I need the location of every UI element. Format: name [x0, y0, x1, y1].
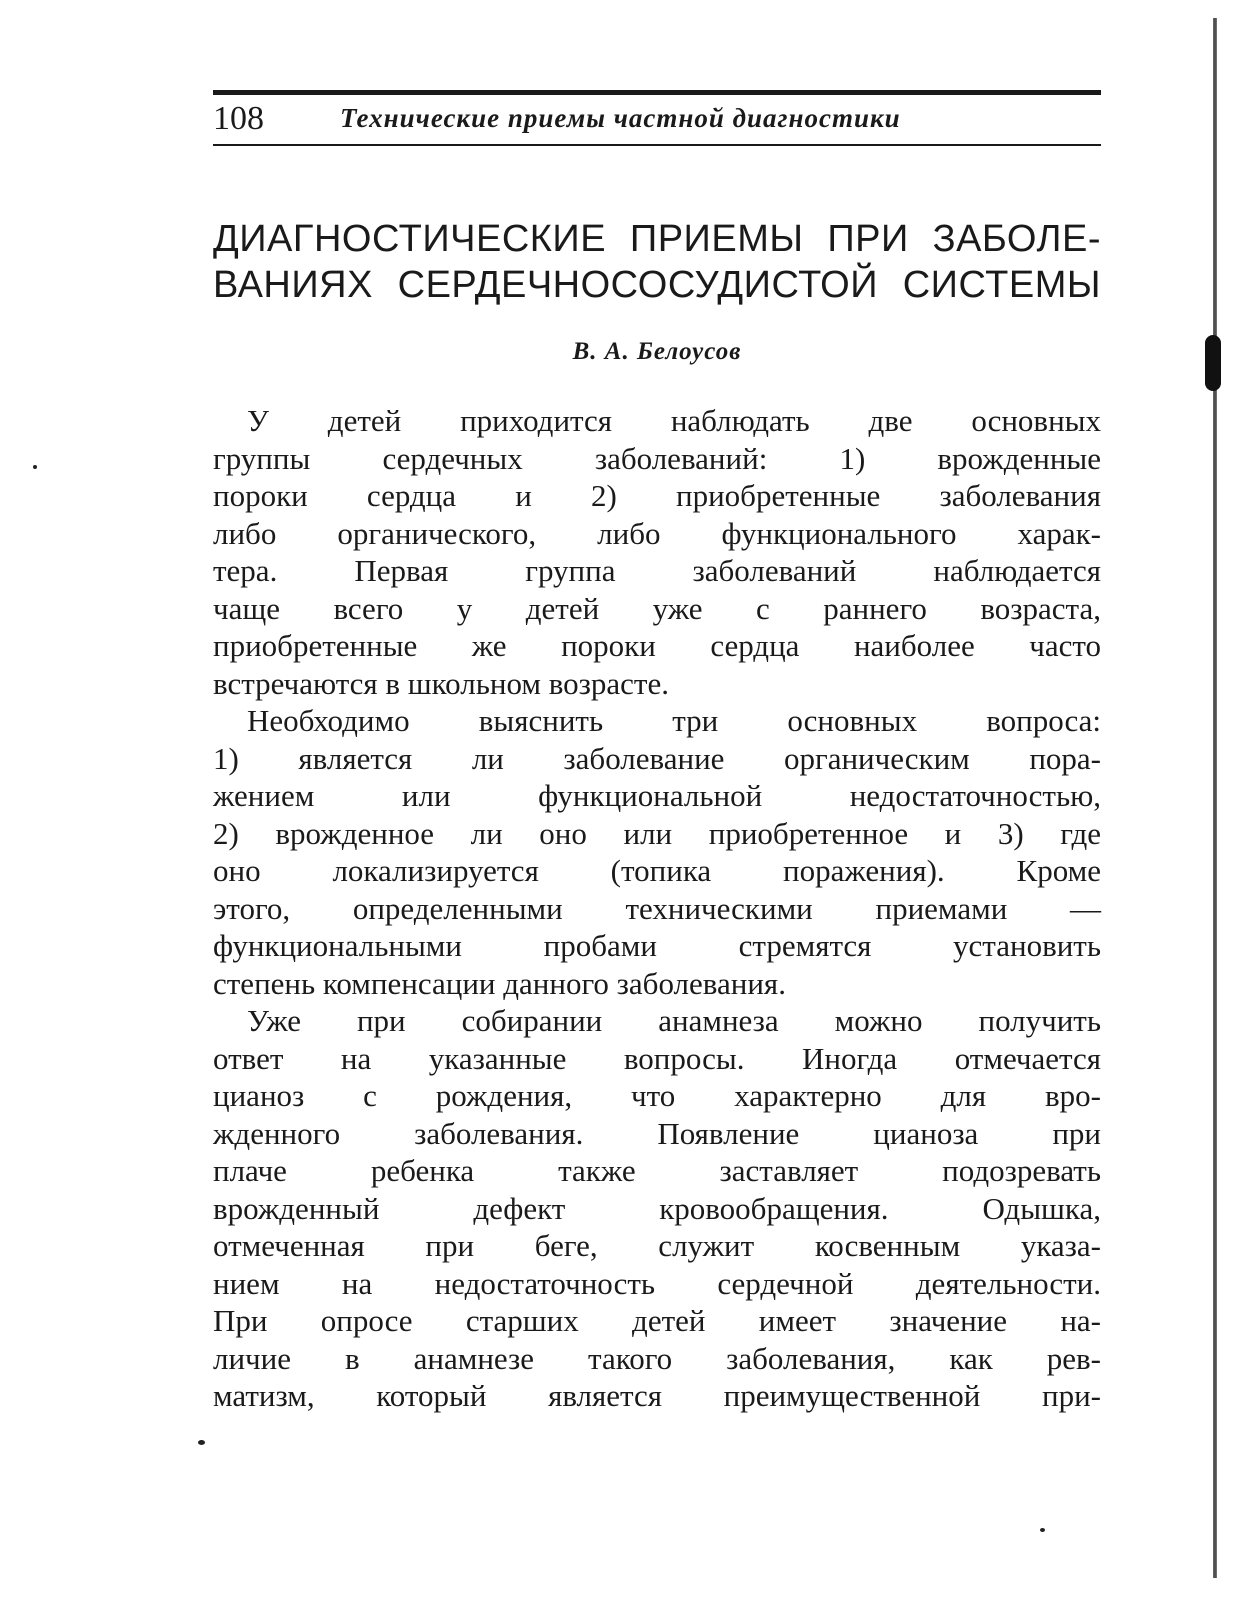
text-line: нием на недостаточность сердечной деятельности.: [213, 1265, 1101, 1301]
text-line: При опросе старших детей имеет значение на-: [213, 1303, 1101, 1338]
text-line: У детей приходится наблюдать две основных: [247, 403, 1101, 438]
title-line: ДИАГНОСТИЧЕСКИЕ ПРИЕМЫ ПРИ ЗАБОЛЕ-: [213, 218, 1101, 260]
title-line: ВАНИЯХ СЕРДЕЧНОСОСУДИСТОЙ СИСТЕМЫ: [213, 264, 1101, 306]
text-line: степень компенсации данного заболевания.: [213, 965, 786, 1001]
text-line: Необходимо выяснить три основных вопроса:: [247, 703, 1101, 738]
text-line: жением или функциональной недостаточностью,: [213, 778, 1101, 813]
text-line: группы сердечных заболеваний: 1) врожденные: [213, 440, 1101, 476]
text-line: пороки сердца и 2) приобретенные заболевания: [213, 478, 1101, 513]
article-title: [213, 216, 1101, 308]
running-head: Технические приемы частной диагностики: [340, 103, 901, 133]
binding-mark: [1205, 335, 1221, 391]
text-line: плаче ребенка также заставляет подозревать: [213, 1153, 1101, 1188]
text-line: 1) является ли заболевание органическим пора-: [213, 740, 1101, 776]
author-name: В. А. Белоусов: [572, 338, 742, 365]
text-line: чаще всего у детей уже с раннего возраста,: [213, 590, 1101, 626]
text-line: функциональными пробами стремятся установить: [213, 928, 1101, 963]
text-line: либо органического, либо функционального харак-: [213, 515, 1101, 551]
body-text: [213, 402, 1101, 1415]
text-line: оно локализируется (топика поражения). Кроме: [213, 853, 1101, 888]
text-line: отмеченная при беге, служит косвенным указа-: [213, 1228, 1101, 1263]
page-number: 108: [213, 100, 264, 137]
text-line: ответ на указанные вопросы. Иногда отмечается: [213, 1040, 1101, 1076]
text-line: встречаются в школьном возрасте.: [213, 665, 669, 701]
header-top-rule: [213, 90, 1101, 95]
text-line: Уже при собирании анамнеза можно получить: [247, 1003, 1101, 1038]
text-line: 2) врожденное ли оно или приобретенное и 3) где: [213, 815, 1101, 851]
text-line: врожденный дефект кровообращения. Одышка,: [213, 1190, 1101, 1226]
speck: [33, 465, 37, 469]
header-bottom-rule: [213, 144, 1101, 146]
text-line: цианоз с рождения, что характерно для вро-: [213, 1078, 1101, 1113]
text-line: личие в анамнезе такого заболевания, как рев-: [213, 1340, 1101, 1376]
text-line: тера. Первая группа заболеваний наблюдается: [213, 553, 1101, 588]
binding-edge: [1213, 18, 1217, 1578]
text-line: жденного заболевания. Появление цианоза при: [213, 1115, 1101, 1151]
text-line: приобретенные же пороки сердца наиболее часто: [213, 628, 1101, 663]
text-line: этого, определенными техническими приемами —: [213, 890, 1101, 926]
text-line: матизм, который является преимущественной при-: [213, 1378, 1101, 1413]
speck: [1040, 1528, 1045, 1532]
speck: [198, 1440, 205, 1445]
